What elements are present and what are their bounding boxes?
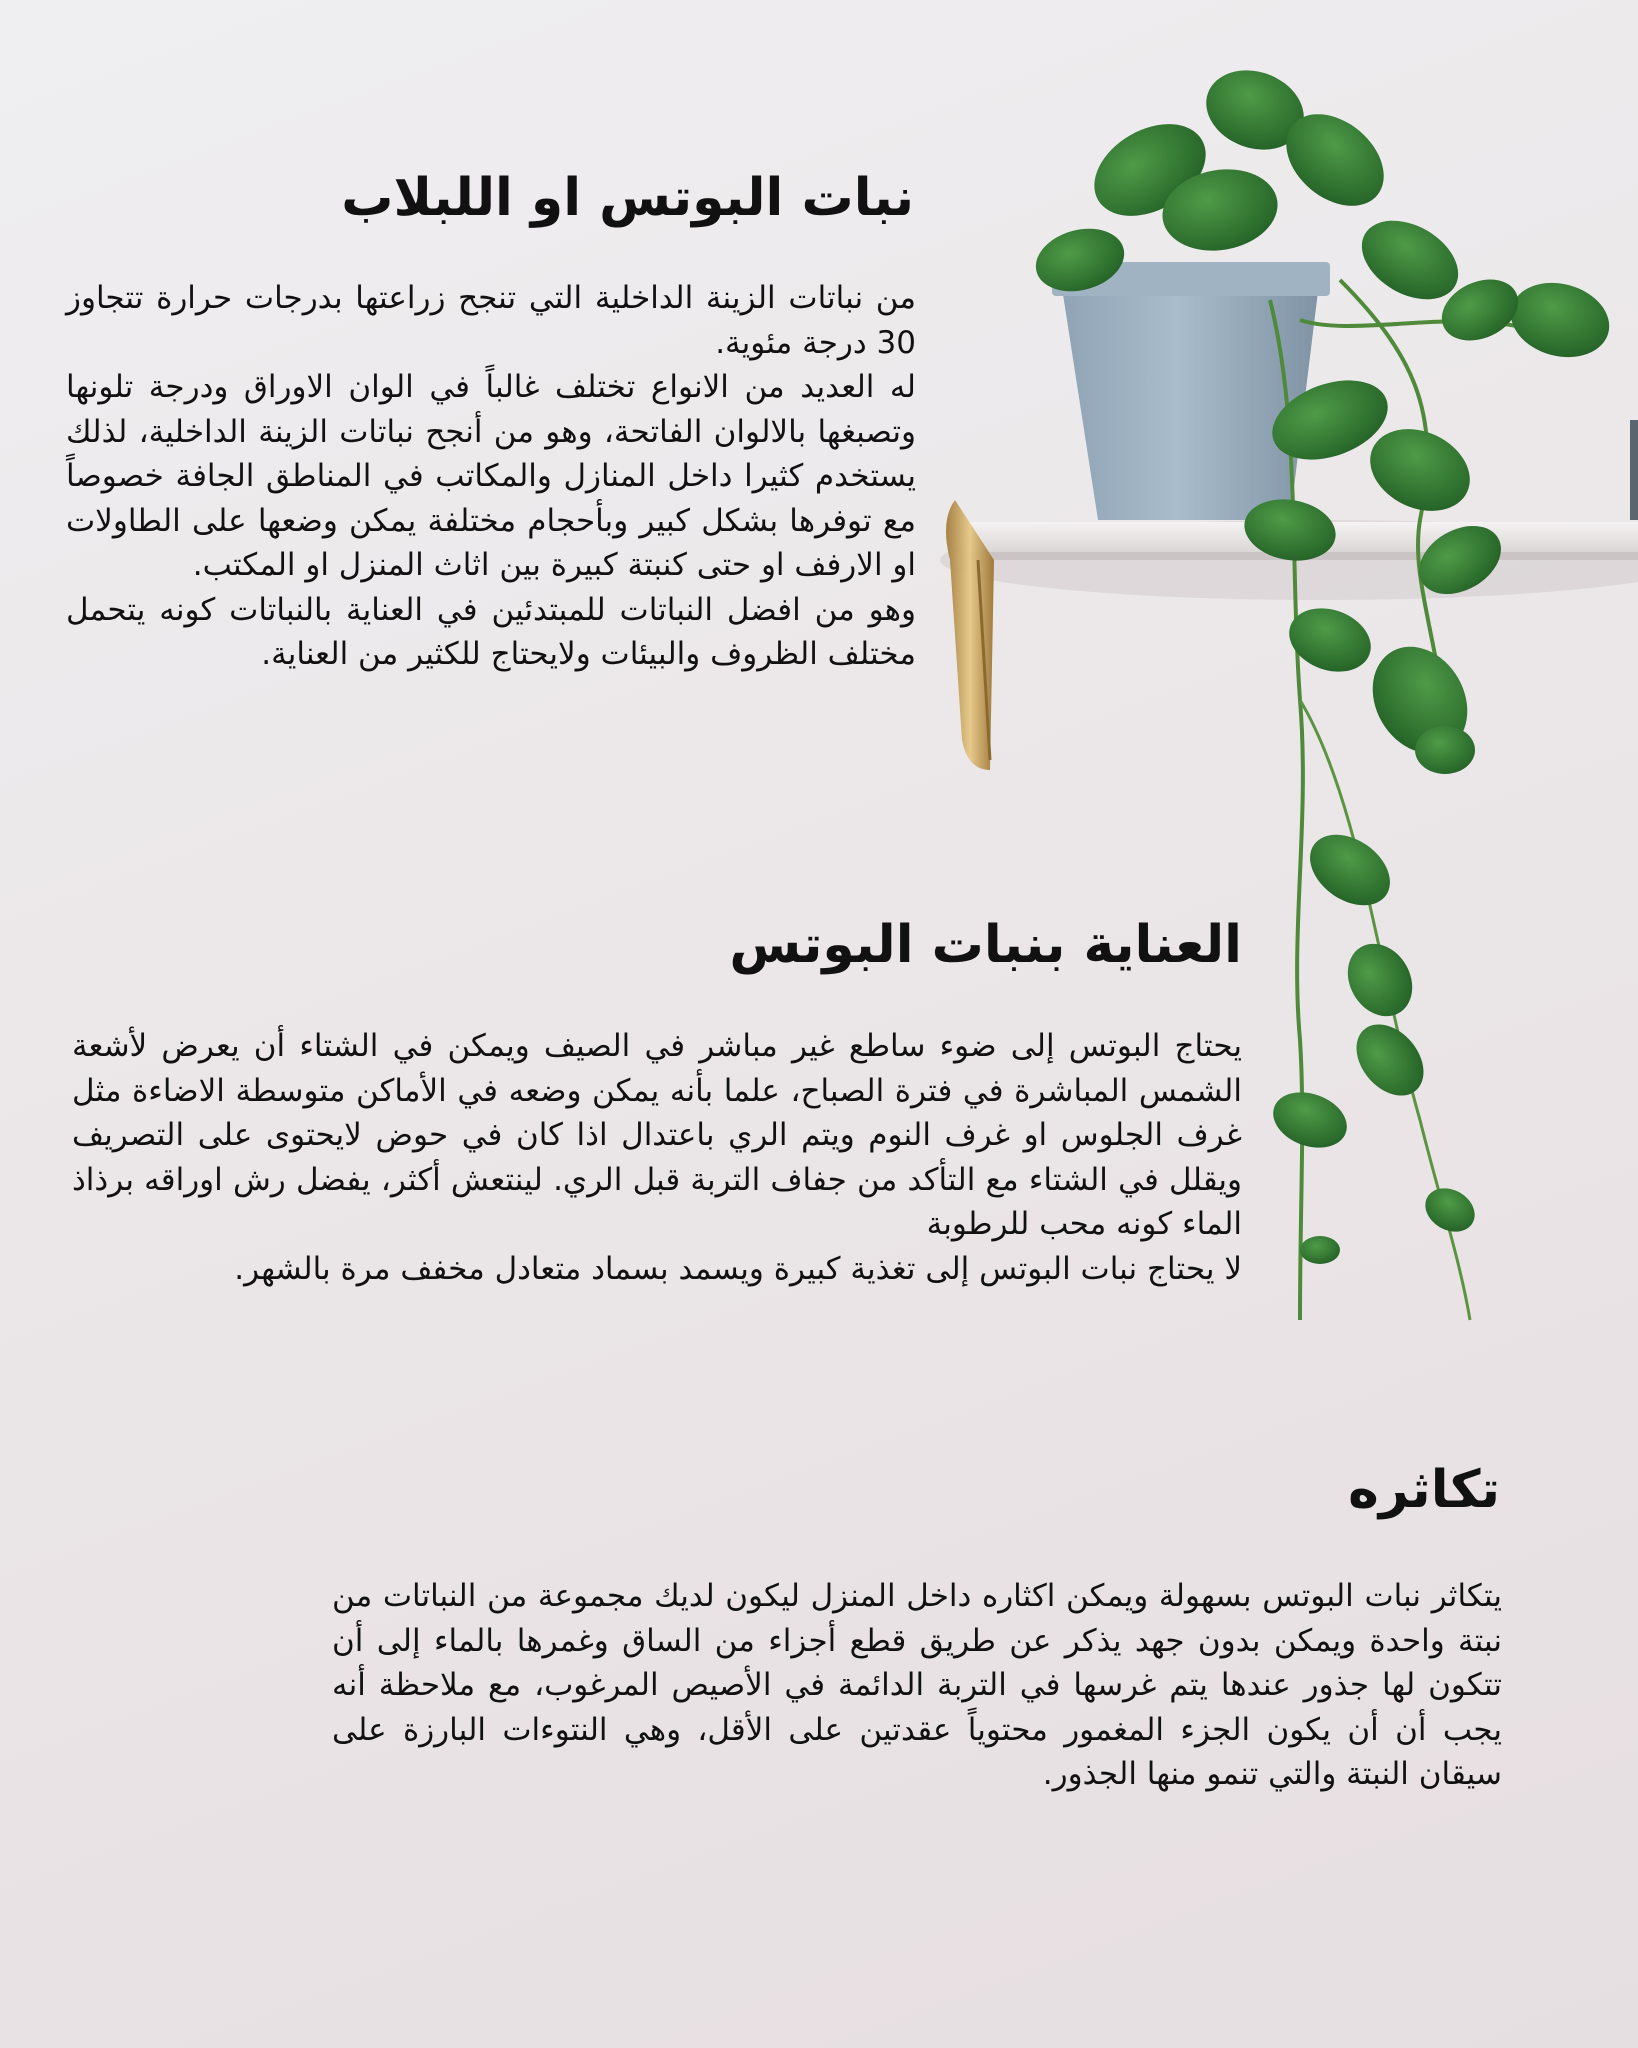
section-title-care: العناية بنبات البوتس <box>729 915 1242 975</box>
intro-paragraph-3: وهو من افضل النباتات للمبتدئين في العناية بالنباتات كونه يتحمل مختلف الظروف والبيئات ولايحتاج للكثير من العناية. <box>66 591 916 672</box>
section-care <box>72 1024 1242 1291</box>
section-propagation <box>332 1574 1502 1797</box>
section-title-propagation: تكاثره <box>1348 1460 1500 1520</box>
intro-paragraph-1: من نباتات الزينة الداخلية التي تنجح زراعتها بدرجات حرارة تتجاوز 30 درجة مئوية. <box>66 280 916 361</box>
section-intro <box>66 276 916 677</box>
care-paragraph-2: لا يحتاج نبات البوتس إلى تغذية كبيرة ويسمد بسماد متعادل مخفف مرة بالشهر. <box>234 1250 1242 1287</box>
care-paragraph-1: يحتاج البوتس إلى ضوء ساطع غير مباشر في الصيف ويمكن في الشتاء أن يعرض لأشعة الشمس المباشرة في فترة الصباح، علما بأنه يمكن وضعه في الأماكن متوسطة الاضاءة مثل غرف الجلوس او غرف النوم ويتم الري باعتدال اذا كان في حوض لايحتوى على التصريف ويقلل في الشتاء مع التأكد من جفاف التربة قبل الري. لينتعش أكثر، يفضل رش اوراقه برذاذ الماء كونه محب للرطوبة <box>72 1028 1242 1242</box>
section-title-pothos: نبات البوتس او اللبلاب <box>341 168 914 228</box>
propagation-paragraph: يتكاثر نبات البوتس بسهولة ويمكن اكثاره داخل المنزل ليكون لديك مجموعة من النباتات من نبتة واحدة ويمكن بدون جهد يذكر عن طريق قطع أجزاء من الساق وغمرها بالماء إلى أن تتكون لها جذور عندها يتم غرسها في التربة الدائمة في الأصيص المرغوب، مع ملاحظة أنه يجب أن أن يكون الجزء المغمور محتوياً عقدتين على الأقل، وهي النتوءات البارزة على سيقان النبتة والتي تنمو منها الجذور. <box>332 1578 1502 1792</box>
intro-paragraph-2: له العديد من الانواع تختلف غالباً في الوان الاوراق ودرجة تلونها وتصبغها بالالوان الفاتحة، وهو من أنجح نباتات الزينة الداخلية، لذلك يستخدم كثيرا داخل المنازل والمكاتب في المناطق الجافة خصوصاً مع توفرها بشكل كبير وبأحجام مختلفة يمكن وضعها على الطاولات او الارفف او حتى كنبتة كبيرة بين اثاث المنزل او المكتب. <box>66 369 916 583</box>
